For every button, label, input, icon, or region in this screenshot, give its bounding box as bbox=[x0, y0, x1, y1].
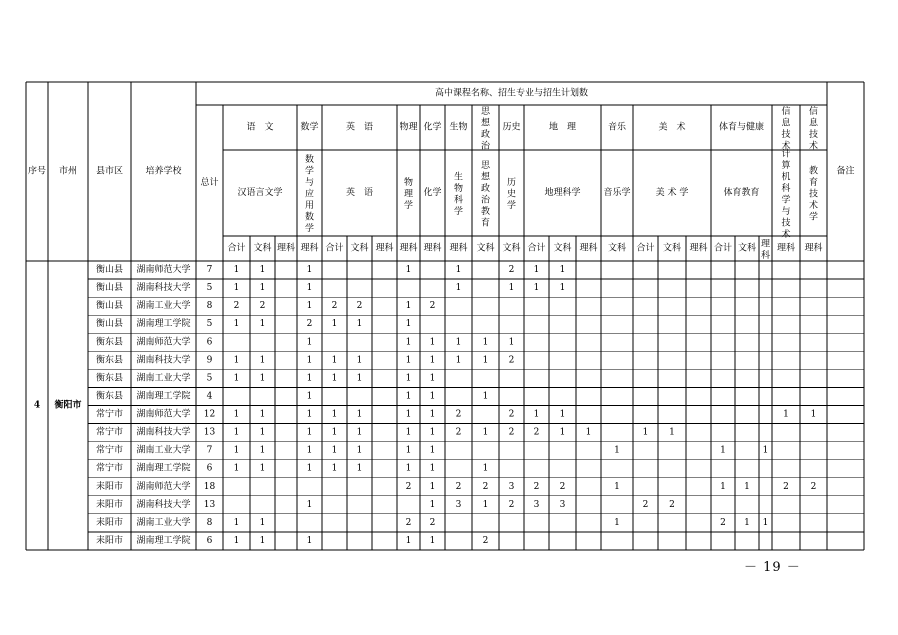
row-cell: 1 bbox=[259, 463, 266, 474]
sub-header-9: 理科 bbox=[449, 243, 468, 254]
row-school: 湖南科技大学 bbox=[136, 499, 191, 510]
row-total: 4 bbox=[206, 391, 213, 402]
row-cell: 1 bbox=[331, 373, 338, 384]
course-name-13: 信息技术 bbox=[808, 106, 819, 152]
row-county: 耒阳市 bbox=[95, 535, 124, 546]
row-cell: 1 bbox=[455, 265, 462, 276]
row-cell: 2 bbox=[455, 481, 462, 492]
course-name-9: 音乐 bbox=[607, 122, 627, 133]
row-total: 7 bbox=[206, 445, 213, 456]
row-cell: 2 bbox=[331, 301, 338, 312]
row-cell: 1 bbox=[259, 265, 266, 276]
row-school: 湖南工业大学 bbox=[136, 301, 191, 312]
sub-header-20: 文科 bbox=[737, 243, 757, 254]
major-name-8: 地理科学 bbox=[544, 188, 581, 198]
row-cell: 1 bbox=[331, 445, 338, 456]
row-cell: 1 bbox=[306, 445, 313, 456]
major-name-4: 化学 bbox=[423, 188, 442, 198]
row-school: 湖南师范大学 bbox=[136, 481, 191, 492]
row-cell: 1 bbox=[306, 355, 313, 366]
row-cell: 1 bbox=[482, 391, 489, 402]
header-county: 县市区 bbox=[95, 166, 124, 177]
row-cell: 1 bbox=[306, 427, 313, 438]
row-school: 湖南师范大学 bbox=[136, 265, 191, 276]
sub-header-21: 理科 bbox=[760, 239, 771, 261]
row-county: 衡东县 bbox=[95, 373, 124, 384]
row-cell: 1 bbox=[744, 517, 750, 528]
row-cell: 1 bbox=[533, 283, 540, 294]
course-name-7: 历史 bbox=[502, 122, 521, 133]
table-grid bbox=[26, 82, 864, 550]
sub-header-18: 理科 bbox=[689, 243, 708, 254]
row-cell: 1 bbox=[356, 355, 363, 366]
row-cell: 1 bbox=[614, 445, 620, 456]
row-school: 湖南理工学院 bbox=[136, 463, 191, 474]
row-total: 8 bbox=[206, 517, 213, 528]
sub-header-11: 文科 bbox=[502, 243, 521, 254]
sub-header-3: 理科 bbox=[300, 243, 319, 254]
row-cell: 1 bbox=[405, 301, 412, 312]
row-cell: 3 bbox=[455, 499, 462, 510]
row-cell: 2 bbox=[259, 301, 266, 312]
row-cell: 3 bbox=[508, 481, 515, 492]
row-cell: 1 bbox=[331, 427, 338, 438]
row-cell: 1 bbox=[405, 427, 412, 438]
row-cell: 1 bbox=[259, 445, 266, 456]
row-cell: 1 bbox=[259, 409, 266, 420]
row-cell: 1 bbox=[233, 355, 240, 366]
row-cell: 1 bbox=[233, 265, 240, 276]
table-text bbox=[28, 87, 855, 546]
row-cell: 1 bbox=[405, 445, 412, 456]
sub-header-10: 文科 bbox=[476, 243, 495, 254]
row-cell: 1 bbox=[233, 445, 240, 456]
sub-header-15: 文科 bbox=[607, 243, 627, 254]
row-cell: 1 bbox=[585, 427, 592, 438]
major-name-3: 物理学 bbox=[403, 178, 414, 211]
major-name-1: 数学与应用数学 bbox=[304, 155, 315, 234]
row-cell: 1 bbox=[429, 373, 436, 384]
row-cell: 1 bbox=[429, 463, 436, 474]
major-name-2: 英 语 bbox=[345, 188, 374, 198]
row-cell: 1 bbox=[455, 283, 462, 294]
row-cell: 2 bbox=[508, 355, 515, 366]
sub-header-16: 合计 bbox=[636, 243, 655, 254]
row-county: 常宁市 bbox=[95, 463, 124, 474]
row-cell: 1 bbox=[559, 427, 566, 438]
row-total: 13 bbox=[203, 499, 216, 510]
major-name-12: 计算机科学与技术 bbox=[781, 149, 791, 240]
row-cell: 2 bbox=[233, 301, 240, 312]
row-total: 7 bbox=[206, 265, 213, 276]
row-cell: 2 bbox=[669, 499, 675, 510]
row-cell: 2 bbox=[455, 409, 462, 420]
row-total: 18 bbox=[203, 481, 216, 492]
row-cell: 1 bbox=[405, 535, 412, 546]
row-cell: 1 bbox=[533, 265, 540, 276]
row-county: 耒阳市 bbox=[95, 517, 124, 528]
row-cell: 1 bbox=[405, 355, 412, 366]
row-cell: 1 bbox=[405, 265, 412, 276]
row-cell: 1 bbox=[508, 283, 515, 294]
course-name-8: 地 理 bbox=[548, 122, 577, 133]
row-cell: 1 bbox=[259, 427, 266, 438]
row-school: 湖南理工学院 bbox=[136, 391, 191, 402]
row-cell: 1 bbox=[331, 463, 338, 474]
major-name-9: 音乐学 bbox=[603, 188, 631, 198]
row-cell: 1 bbox=[482, 427, 489, 438]
row-county: 衡山县 bbox=[95, 283, 124, 294]
row-cell: 2 bbox=[783, 481, 789, 492]
row-cell: 1 bbox=[405, 391, 412, 402]
row-cell: 1 bbox=[306, 283, 313, 294]
row-cell: 3 bbox=[559, 499, 566, 510]
sub-header-5: 文科 bbox=[350, 243, 369, 254]
row-cell: 2 bbox=[482, 481, 489, 492]
sub-header-23: 理科 bbox=[804, 243, 823, 254]
header-remark: 备注 bbox=[836, 166, 855, 177]
row-total: 6 bbox=[206, 463, 213, 474]
row-cell: 1 bbox=[810, 409, 817, 420]
row-cell: 1 bbox=[306, 463, 313, 474]
row-cell: 1 bbox=[306, 499, 313, 510]
row-cell: 1 bbox=[356, 319, 363, 330]
row-total: 5 bbox=[206, 319, 213, 330]
row-cell: 1 bbox=[405, 463, 412, 474]
row-total: 5 bbox=[206, 283, 213, 294]
row-cell: 1 bbox=[429, 355, 436, 366]
row-cell: 1 bbox=[233, 463, 240, 474]
row-cell: 1 bbox=[259, 283, 266, 294]
course-name-1: 数学 bbox=[300, 122, 319, 133]
header-city: 市州 bbox=[58, 166, 78, 177]
row-cell: 1 bbox=[306, 535, 313, 546]
row-cell: 1 bbox=[720, 481, 726, 492]
row-cell: 2 bbox=[642, 499, 649, 510]
row-cell: 1 bbox=[356, 463, 363, 474]
row-cell: 2 bbox=[508, 427, 515, 438]
row-cell: 1 bbox=[482, 337, 489, 348]
row-total: 5 bbox=[206, 373, 213, 384]
group-seq: 4 bbox=[33, 400, 41, 411]
row-school: 湖南工业大学 bbox=[136, 373, 191, 384]
row-cell: 2 bbox=[508, 265, 515, 276]
row-cell: 1 bbox=[559, 409, 566, 420]
row-cell: 1 bbox=[429, 445, 436, 456]
major-name-5: 生物科学 bbox=[453, 172, 464, 217]
sub-header-14: 理科 bbox=[579, 243, 598, 254]
row-county: 衡东县 bbox=[95, 391, 124, 402]
row-cell: 3 bbox=[533, 499, 540, 510]
row-cell: 2 bbox=[482, 535, 489, 546]
row-cell: 1 bbox=[533, 409, 540, 420]
row-cell: 1 bbox=[429, 535, 436, 546]
row-cell: 1 bbox=[783, 409, 789, 420]
row-cell: 2 bbox=[810, 481, 817, 492]
page-number: － 19 － bbox=[744, 560, 801, 575]
row-cell: 1 bbox=[259, 535, 266, 546]
row-cell: 2 bbox=[429, 517, 436, 528]
row-cell: 1 bbox=[306, 301, 313, 312]
sub-header-4: 合计 bbox=[325, 243, 344, 254]
row-cell: 1 bbox=[306, 265, 313, 276]
row-cell: 1 bbox=[614, 481, 620, 492]
row-total: 13 bbox=[203, 427, 216, 438]
row-cell: 1 bbox=[429, 409, 436, 420]
row-county: 常宁市 bbox=[95, 427, 124, 438]
row-cell: 1 bbox=[306, 373, 313, 384]
row-county: 常宁市 bbox=[95, 445, 124, 456]
row-school: 湖南师范大学 bbox=[136, 409, 191, 420]
row-cell: 1 bbox=[233, 373, 240, 384]
row-cell: 1 bbox=[306, 409, 313, 420]
header-total: 总计 bbox=[200, 178, 219, 188]
row-cell: 2 bbox=[455, 427, 462, 438]
sub-header-6: 理科 bbox=[375, 243, 394, 254]
row-cell: 1 bbox=[259, 319, 266, 330]
row-total: 12 bbox=[203, 409, 216, 420]
row-cell: 1 bbox=[559, 265, 566, 276]
sub-header-1: 文科 bbox=[253, 243, 272, 254]
row-cell: 1 bbox=[356, 409, 363, 420]
row-cell: 1 bbox=[455, 355, 462, 366]
row-cell: 2 bbox=[559, 481, 566, 492]
row-school: 湖南科技大学 bbox=[136, 427, 191, 438]
row-cell: 1 bbox=[744, 481, 750, 492]
row-cell: 2 bbox=[405, 481, 412, 492]
row-cell: 1 bbox=[429, 427, 436, 438]
row-cell: 1 bbox=[482, 463, 489, 474]
major-name-7: 历史学 bbox=[506, 178, 517, 211]
row-cell: 1 bbox=[405, 373, 412, 384]
row-cell: 1 bbox=[233, 535, 240, 546]
course-name-11: 体育与健康 bbox=[718, 122, 765, 133]
major-name-13: 教育技术学 bbox=[808, 166, 819, 223]
row-cell: 1 bbox=[259, 373, 266, 384]
row-cell: 2 bbox=[306, 319, 313, 330]
row-cell: 1 bbox=[405, 319, 412, 330]
row-cell: 1 bbox=[720, 445, 726, 456]
row-total: 8 bbox=[206, 301, 213, 312]
row-cell: 1 bbox=[405, 409, 412, 420]
row-cell: 2 bbox=[533, 427, 540, 438]
row-county: 常宁市 bbox=[95, 409, 124, 420]
row-cell: 1 bbox=[642, 427, 649, 438]
course-name-12: 信息技术 bbox=[781, 106, 791, 152]
sub-header-2: 理科 bbox=[276, 243, 296, 254]
row-county: 衡山县 bbox=[95, 265, 124, 276]
row-total: 9 bbox=[206, 355, 213, 366]
major-name-10: 美 术 学 bbox=[655, 188, 689, 198]
row-cell: 1 bbox=[429, 481, 436, 492]
row-cell: 1 bbox=[331, 355, 338, 366]
row-cell: 1 bbox=[233, 427, 240, 438]
sub-header-0: 合计 bbox=[227, 243, 246, 254]
row-cell: 1 bbox=[233, 319, 240, 330]
row-school: 湖南师范大学 bbox=[136, 337, 191, 348]
major-name-11: 体育教育 bbox=[723, 188, 760, 198]
sub-header-12: 合计 bbox=[527, 243, 546, 254]
row-cell: 1 bbox=[669, 427, 675, 438]
row-cell: 1 bbox=[429, 499, 436, 510]
row-school: 湖南工业大学 bbox=[136, 517, 191, 528]
course-name-5: 生物 bbox=[449, 122, 468, 133]
row-cell: 1 bbox=[429, 337, 436, 348]
sub-header-17: 文科 bbox=[662, 243, 682, 254]
row-total: 6 bbox=[206, 337, 213, 348]
row-cell: 1 bbox=[306, 337, 313, 348]
row-cell: 2 bbox=[356, 301, 363, 312]
row-cell: 1 bbox=[306, 391, 313, 402]
row-cell: 2 bbox=[508, 409, 515, 420]
sub-header-8: 理科 bbox=[423, 243, 442, 254]
course-name-6: 思想政治 bbox=[480, 106, 491, 152]
row-county: 耒阳市 bbox=[95, 499, 124, 510]
row-school: 湖南科技大学 bbox=[136, 355, 191, 366]
row-cell: 1 bbox=[233, 283, 240, 294]
row-cell: 1 bbox=[762, 445, 769, 456]
row-cell: 1 bbox=[259, 355, 266, 366]
row-cell: 1 bbox=[356, 427, 363, 438]
row-cell: 1 bbox=[356, 373, 363, 384]
row-county: 衡山县 bbox=[95, 319, 124, 330]
row-school: 湖南科技大学 bbox=[136, 283, 191, 294]
row-school: 湖南理工学院 bbox=[136, 319, 191, 330]
course-name-10: 美 术 bbox=[658, 122, 686, 133]
row-cell: 1 bbox=[482, 499, 489, 510]
row-school: 湖南工业大学 bbox=[136, 445, 191, 456]
row-cell: 1 bbox=[259, 517, 266, 528]
sub-header-7: 理科 bbox=[399, 243, 418, 254]
row-cell: 2 bbox=[405, 517, 412, 528]
row-cell: 1 bbox=[233, 409, 240, 420]
row-cell: 2 bbox=[429, 301, 436, 312]
row-cell: 1 bbox=[614, 517, 620, 528]
row-county: 衡山县 bbox=[95, 301, 124, 312]
major-name-6: 思想政治教育 bbox=[480, 160, 491, 229]
row-cell: 1 bbox=[331, 409, 338, 420]
row-school: 湖南理工学院 bbox=[136, 535, 191, 546]
header-seq: 序号 bbox=[27, 166, 47, 177]
row-cell: 1 bbox=[331, 319, 338, 330]
course-name-3: 物理 bbox=[399, 122, 418, 133]
row-cell: 1 bbox=[559, 283, 566, 294]
course-name-2: 英 语 bbox=[345, 122, 374, 133]
major-name-0: 汉语言文学 bbox=[237, 188, 283, 198]
row-cell: 1 bbox=[762, 517, 769, 528]
row-county: 耒阳市 bbox=[95, 481, 124, 492]
row-cell: 1 bbox=[455, 337, 462, 348]
row-cell: 1 bbox=[356, 445, 363, 456]
row-cell: 2 bbox=[533, 481, 540, 492]
row-total: 6 bbox=[206, 535, 213, 546]
row-county: 衡东县 bbox=[95, 355, 124, 366]
sub-header-19: 合计 bbox=[713, 243, 733, 254]
row-cell: 1 bbox=[233, 517, 240, 528]
row-cell: 1 bbox=[482, 355, 489, 366]
row-cell: 1 bbox=[508, 337, 515, 348]
course-name-4: 化学 bbox=[423, 122, 442, 133]
sub-header-13: 文科 bbox=[553, 243, 572, 254]
row-cell: 2 bbox=[508, 499, 515, 510]
row-cell: 2 bbox=[720, 517, 726, 528]
row-cell: 1 bbox=[429, 391, 436, 402]
header-course-title: 高中课程名称、招生专业与招生计划数 bbox=[434, 88, 589, 99]
header-school: 培养学校 bbox=[145, 166, 182, 177]
sub-header-22: 理科 bbox=[776, 243, 796, 254]
course-name-0: 语 文 bbox=[246, 122, 274, 133]
row-county: 衡东县 bbox=[95, 337, 124, 348]
group-city: 衡阳市 bbox=[54, 400, 82, 411]
row-cell: 1 bbox=[405, 337, 412, 348]
